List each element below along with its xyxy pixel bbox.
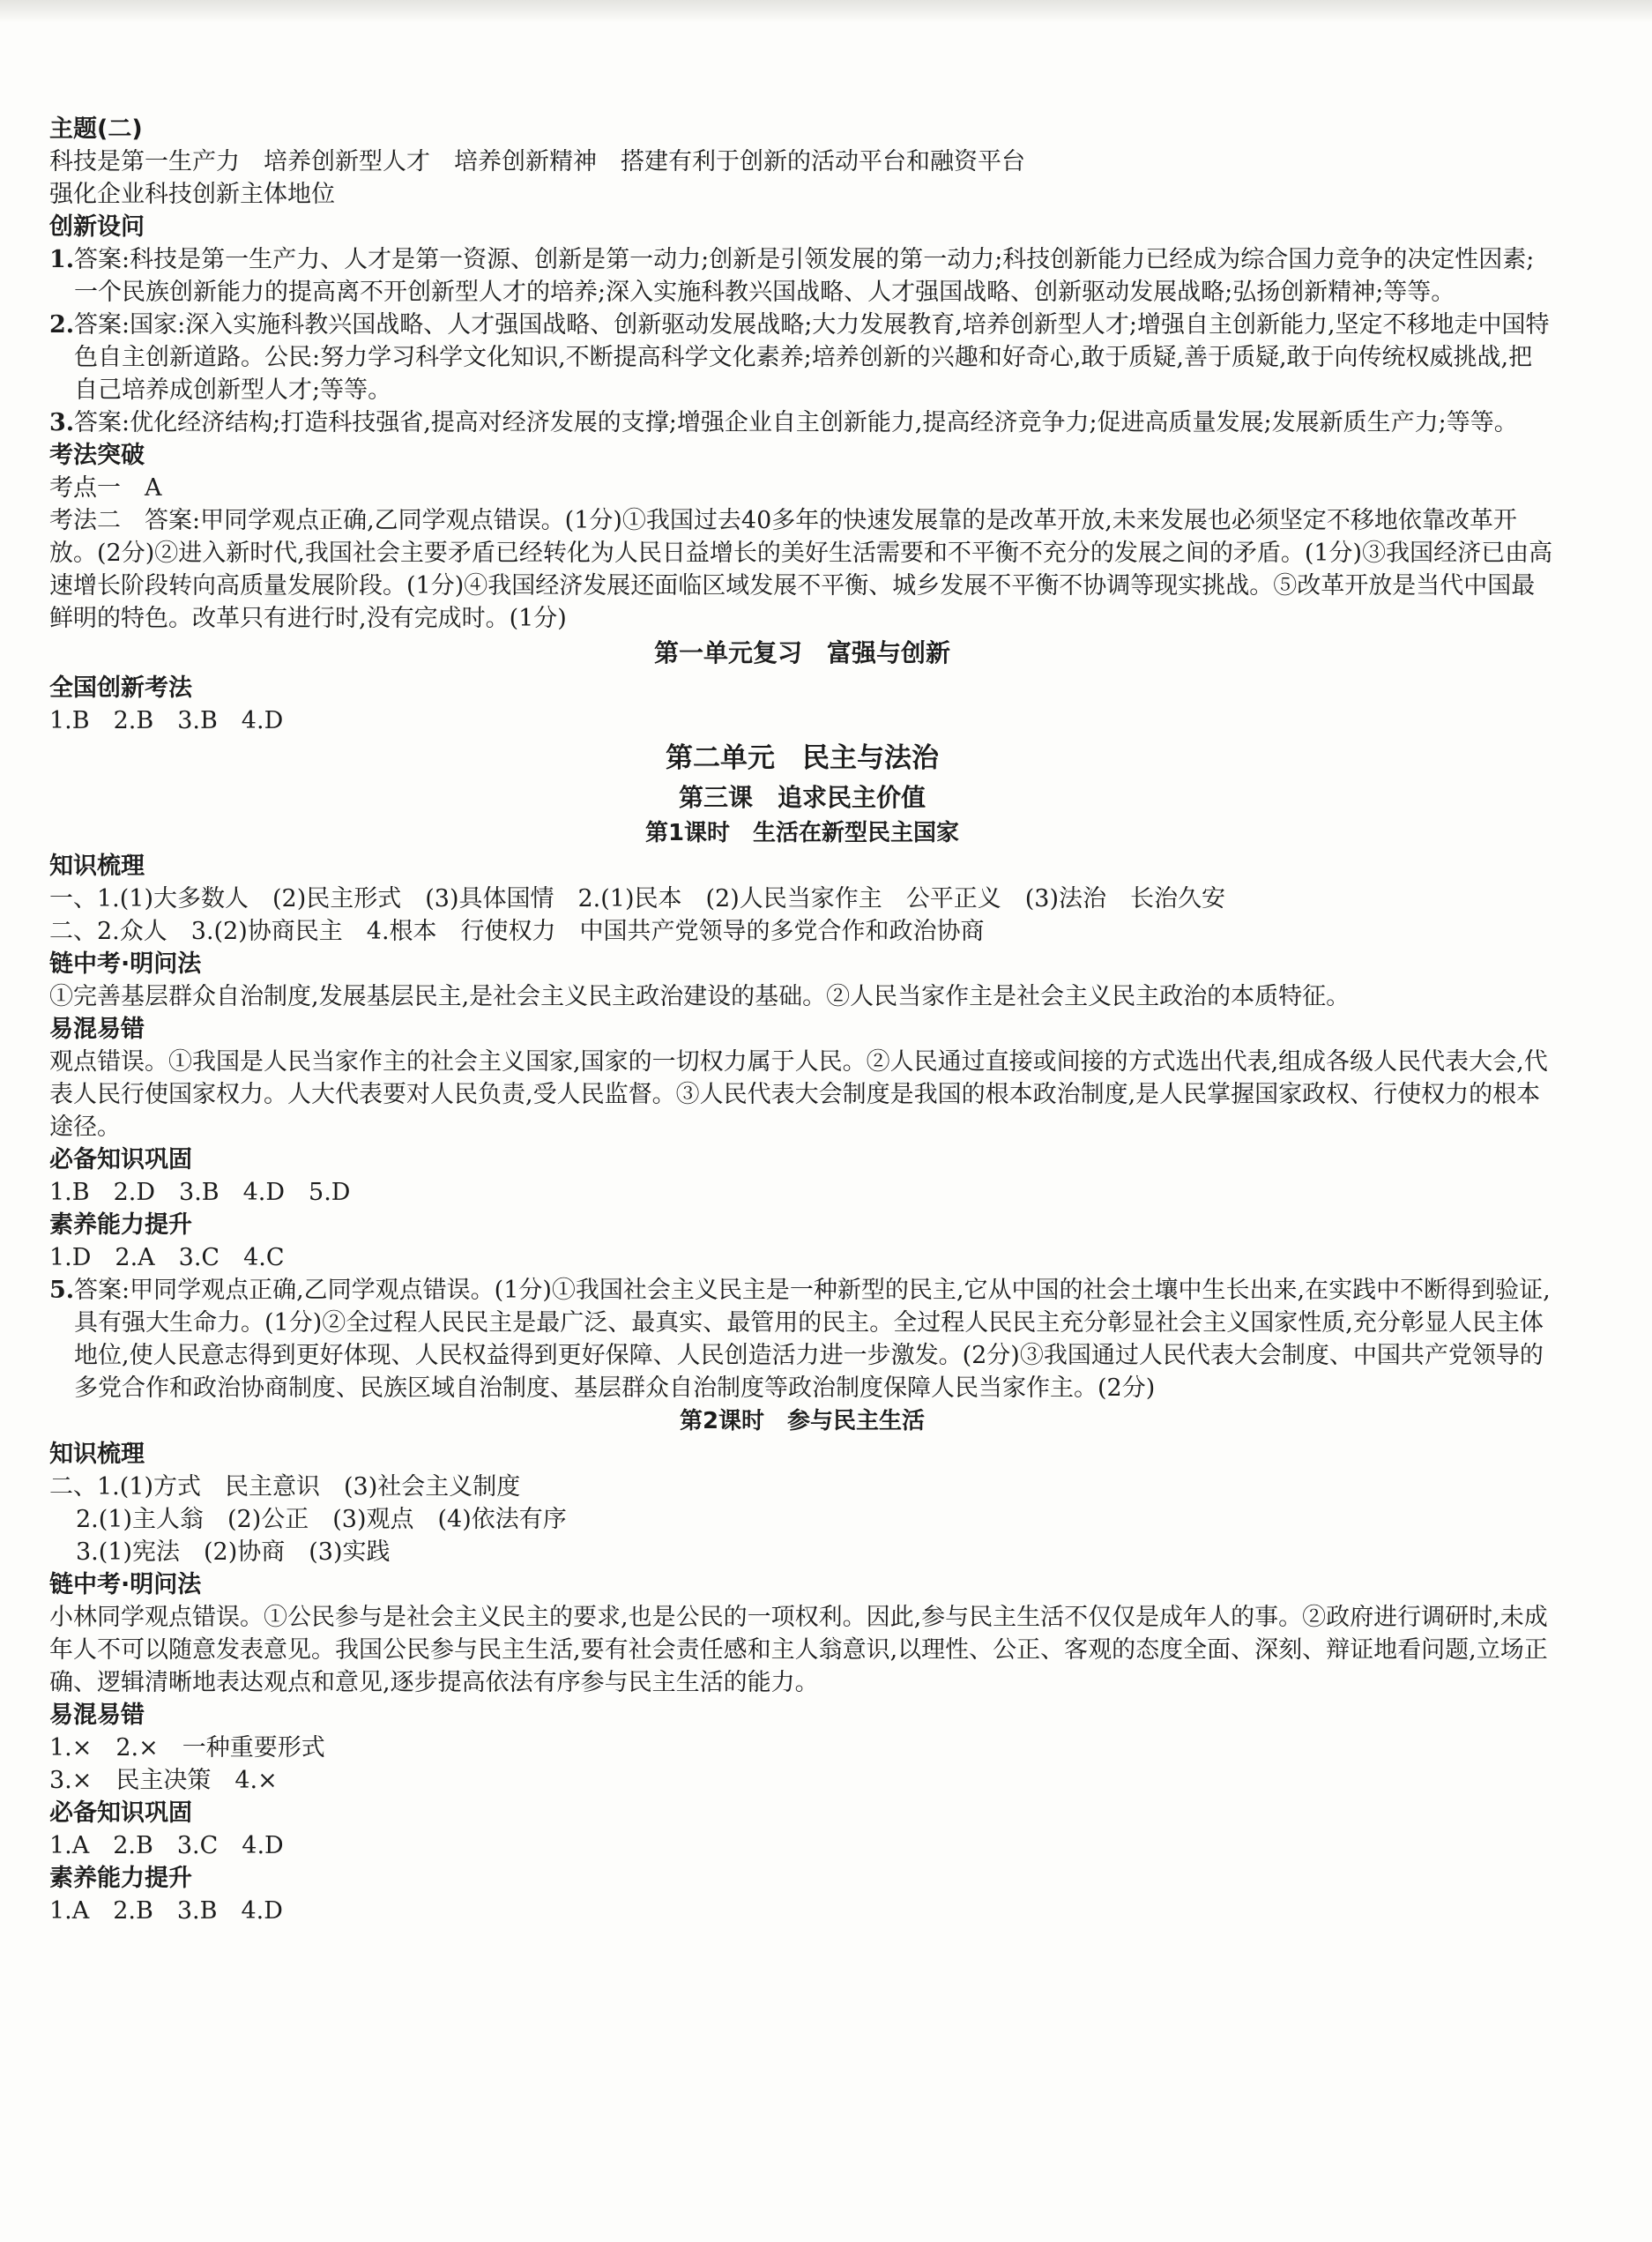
item-number: 3. — [49, 409, 75, 436]
item-text: 答案:优化经济结构;打造科技强省,提高对经济发展的支撑;增强企业自主创新能力,提高经济竞争力;促进高质量发展;发展新质生产力;等等。 — [74, 409, 1518, 436]
theme2-line2: 强化企业科技创新主体地位 — [49, 181, 335, 208]
chuangxin-item — [49, 309, 1555, 406]
chuangxin-heading: 创新设问 — [49, 213, 145, 241]
chuangxin-item — [49, 243, 1555, 309]
p2-zhishi-line2: 2.(1)主人翁 (2)公正 (3)观点 (4)依法有序 — [76, 1506, 567, 1533]
p2-zhishi-heading: 知识梳理 — [49, 1441, 145, 1468]
p2-lian-heading: 链中考·明问法 — [49, 1571, 202, 1598]
theme2-line1: 科技是第一生产力 培养创新型人才 培养创新精神 搭建有利于创新的活动平台和融资平台 — [49, 148, 1025, 175]
item-text: 答案:国家:深入实施科教兴国战略、人才强国战略、创新驱动发展战略;大力发展教育,培养创新型人才;增强自主创新能力,坚定不移地走中国特色自主创新道路。公民:努力学习科学文化知识,不断提高科学文化素养;培养创新的兴趣和好奇心,敢于质疑,善于质疑,敢于向传统权威挑战,把自己培养成创新型人才;等等。 — [74, 311, 1550, 404]
p2-suyang-answers: 1.A 2.B 3.B 4.D — [49, 1897, 283, 1925]
period2-title: 第2课时 参与民主生活 — [679, 1408, 926, 1434]
p1-q5 — [49, 1274, 1555, 1404]
p1-zhishi-line2: 二、2.众人 3.(2)协商民主 4.根本 行使权力 中国共产党领导的多党合作和政治协商 — [49, 918, 985, 945]
p2-zhishi-line3: 3.(1)宪法 (2)协商 (3)实践 — [76, 1538, 391, 1566]
p2-lian-text: 小林同学观点错误。①公民参与是社会主义民主的要求,也是公民的一项权利。因此,参与民主生活不仅仅是成年人的事。②政府进行调研时,未成年人不可以随意发表意见。我国公民参与民主生活,要有社会责任感和主人翁意识,以理性、公正、客观的态度全面、深刻、辩证地看问题,立场正确、逻辑清晰地表达观点和意见,逐步提高依法有序参与民主生活的能力。 — [49, 1604, 1548, 1696]
p1-zhishi-line1: 一、1.(1)大多数人 (2)民主形式 (3)具体国情 2.(1)民本 (2)人民当家作主 公平正义 (3)法治 长治久安 — [49, 885, 1225, 912]
unit2-title: 第二单元 民主与法治 — [666, 742, 939, 774]
unit1-review-title: 第一单元复习 富强与创新 — [653, 638, 950, 667]
p1-bibei-answers: 1.B 2.D 3.B 4.D 5.D — [49, 1179, 351, 1206]
item-number: 2. — [49, 311, 75, 339]
kaofa-line2: 考法二 答案:甲同学观点正确,乙同学观点错误。(1分)①我国过去40多年的快速发展靠的是改革开放,未来发展也必须坚定不移地依靠改革开放。(2分)②进入新时代,我国社会主要矛盾已经转化为人民日益增长的美好生活需要和不平衡不充分的发展之间的矛盾。(1分)③我国经济已由高速增长阶段转向高质量发展阶段。(1分)④我国经济发展还面临区域发展不平衡、城乡发展不平衡不协调等现实挑战。⑤改革开放是当代中国最鲜明的特色。改革只有进行时,没有完成时。(1分) — [49, 507, 1553, 632]
p1-yihun-heading: 易混易错 — [49, 1016, 145, 1043]
period1-title: 第1课时 生活在新型民主国家 — [644, 820, 960, 846]
p2-yihun-line2: 3.× 民主决策 4.× — [49, 1767, 278, 1794]
p1-zhishi-heading: 知识梳理 — [49, 853, 145, 880]
unit1-review-answers: 1.B 2.B 3.B 4.D — [49, 707, 284, 734]
p1-bibei-heading: 必备知识巩固 — [49, 1146, 192, 1173]
p2-suyang-heading: 素养能力提升 — [49, 1865, 192, 1892]
p2-zhishi-line1: 二、1.(1)方式 民主意识 (3)社会主义制度 — [49, 1473, 521, 1501]
item-text: 答案:科技是第一生产力、人才是第一资源、创新是第一动力;创新是引领发展的第一动力;科技创新能力已经成为综合国力竞争的决定性因素;一个民族创新能力的提高离不开创新型人才的培养;深入实施科教兴国战略、人才强国战略、创新驱动发展战略;弘扬创新精神;等等。 — [74, 246, 1535, 306]
item-number: 1. — [49, 246, 75, 273]
unit1-review-heading: 全国创新考法 — [49, 674, 192, 702]
p1-suyang-answers: 1.D 2.A 3.C 4.C — [49, 1244, 285, 1271]
p2-yihun-line1: 1.× 2.× 一种重要形式 — [49, 1734, 325, 1762]
item-number: 5. — [49, 1277, 75, 1304]
p2-yihun-heading: 易混易错 — [49, 1702, 145, 1729]
p1-lian-heading: 链中考·明问法 — [49, 950, 202, 978]
lesson3-title: 第三课 追求民主价值 — [678, 783, 926, 812]
p2-bibei-heading: 必备知识巩固 — [49, 1799, 192, 1827]
chuangxin-item — [49, 406, 1555, 439]
p1-suyang-heading: 素养能力提升 — [49, 1211, 192, 1239]
kaofa-line1: 考点一 A — [49, 474, 162, 502]
p1-yihun-text: 观点错误。①我国是人民当家作主的社会主义国家,国家的一切权力属于人民。②人民通过直接或间接的方式选出代表,组成各级人民代表大会,代表人民行使国家权力。人大代表要对人民负责,受人民监督。③人民代表大会制度是我国的根本政治制度,是人民掌握国家政权、行使权力的根本途径。 — [49, 1048, 1548, 1141]
theme2-heading: 主题(二) — [49, 115, 143, 143]
p2-bibei-answers: 1.A 2.B 3.C 4.D — [49, 1832, 284, 1859]
item-text: 答案:甲同学观点正确,乙同学观点错误。(1分)①我国社会主义民主是一种新型的民主,它从中国的社会土壤中生长出来,在实践中不断得到验证,具有强大生命力。(1分)②全过程人民民主是最广泛、最真实、最管用的民主。全过程人民民主充分彰显社会主义国家性质,充分彰显人民主体地位,使人民意志得到更好体现、人民权益得到更好保障、人民创造活力进一步激发。(2分)③我国通过人民代表大会制度、中国共产党领导的多党合作和政治协商制度、民族区域自治制度、基层群众自治制度等政治制度保障人民当家作主。(2分) — [74, 1277, 1551, 1402]
kaofa-heading: 考法突破 — [49, 442, 145, 469]
p1-lian-text: ①完善基层群众自治制度,发展基层民主,是社会主义民主政治建设的基础。②人民当家作主是社会主义民主政治的本质特征。 — [49, 983, 1351, 1010]
